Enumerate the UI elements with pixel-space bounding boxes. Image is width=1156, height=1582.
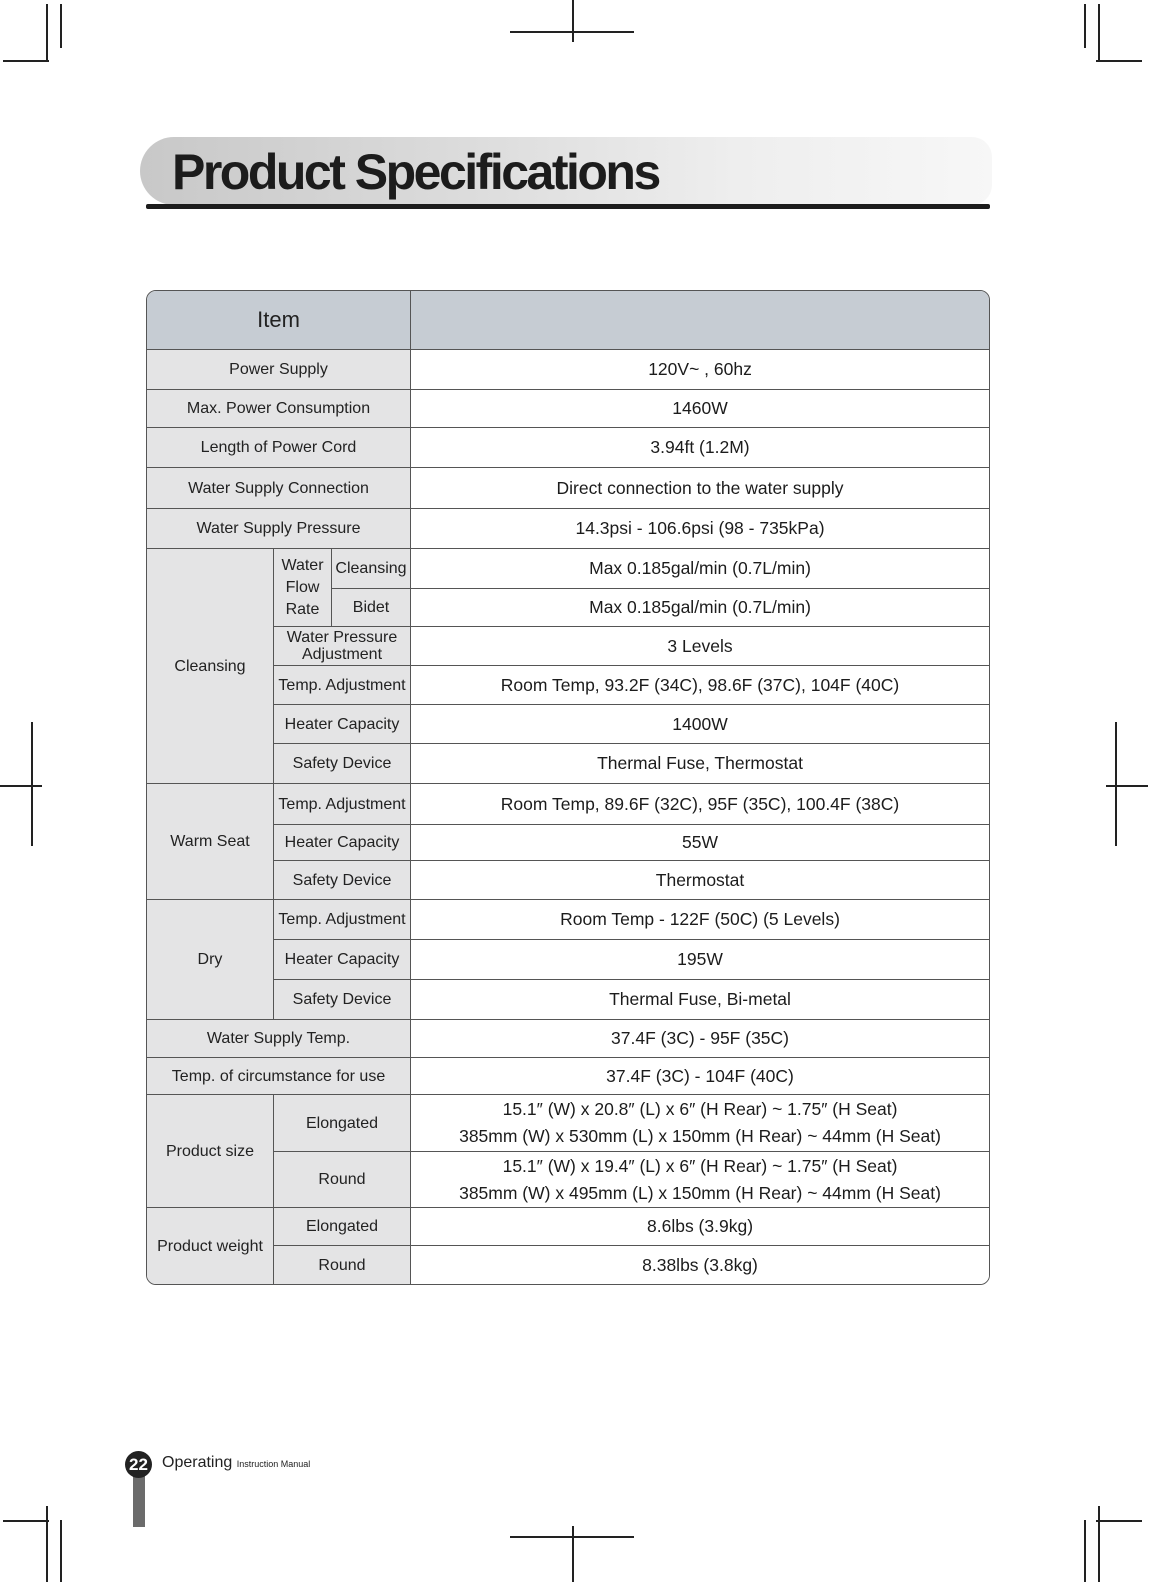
- table-row: [147, 1246, 989, 1284]
- table-header-row: [147, 291, 989, 350]
- water-temp-value: 37.4F (3C) - 95F (35C): [411, 1020, 989, 1058]
- dry-heater-label: Heater Capacity: [274, 940, 411, 980]
- dry-temp-label: Temp. Adjustment: [274, 900, 411, 940]
- table-row: [147, 627, 989, 666]
- dry-heater-value: 195W: [411, 940, 989, 980]
- table-row: [147, 390, 989, 428]
- circumstance-temp-value: 37.4F (3C) - 104F (40C): [411, 1058, 989, 1095]
- table-row: [147, 784, 989, 825]
- cord-length-label: Length of Power Cord: [147, 428, 411, 468]
- crop-mark: [1098, 1506, 1100, 1582]
- dry-group-label: Dry: [147, 900, 274, 1020]
- crop-mark: [1106, 785, 1148, 787]
- cleansing-temp-value: Room Temp, 93.2F (34C), 98.6F (37C), 104F (40C): [411, 666, 989, 705]
- page-number: 22: [125, 1451, 152, 1478]
- warm-seat-temp-label: Temp. Adjustment: [274, 784, 411, 825]
- flow-bidet-label: Bidet: [332, 589, 411, 627]
- dry-temp-value: Room Temp - 122F (50C) (5 Levels): [411, 900, 989, 940]
- footer-small-text: Instruction Manual: [236, 1459, 311, 1469]
- warm-seat-heater-value: 55W: [411, 825, 989, 861]
- table-row: [147, 744, 989, 784]
- crop-mark: [572, 0, 574, 42]
- footer-label: [162, 1454, 310, 1472]
- pressure-adjustment-label: Water Pressure Adjustment: [274, 627, 411, 666]
- footer-bar: [133, 1475, 145, 1527]
- size-round-inches: 15.1″ (W) x 19.4″ (L) x 6″ (H Rear) ~ 1.75″ (H Seat): [502, 1155, 898, 1176]
- crop-mark: [31, 722, 33, 846]
- weight-round-label: Round: [274, 1246, 411, 1284]
- size-elongated-label: Elongated: [274, 1095, 411, 1152]
- crop-mark: [46, 1506, 48, 1582]
- size-elongated-inches: 15.1″ (W) x 20.8″ (L) x 6″ (H Rear) ~ 1.75″ (H Seat): [502, 1099, 898, 1119]
- water-flow-rate-label: Water Flow Rate: [274, 549, 332, 627]
- table-row: [147, 549, 989, 589]
- weight-elongated-label: Elongated: [274, 1208, 411, 1246]
- warm-seat-group-label: Warm Seat: [147, 784, 274, 900]
- table-row: [147, 428, 989, 468]
- power-supply-label: Power Supply: [147, 350, 411, 390]
- water-connection-value: Direct connection to the water supply: [411, 468, 989, 509]
- crop-mark: [60, 4, 62, 48]
- table-row: [147, 1152, 989, 1208]
- title-underline: [146, 204, 990, 209]
- water-temp-label: Water Supply Temp.: [147, 1020, 411, 1058]
- weight-round-value: 8.38lbs (3.8kg): [411, 1246, 989, 1284]
- cleansing-temp-label: Temp. Adjustment: [274, 666, 411, 705]
- table-row: [147, 666, 989, 705]
- warm-seat-safety-value: Thermostat: [411, 861, 989, 900]
- table-row: [147, 900, 989, 940]
- crop-mark: [1098, 4, 1100, 62]
- weight-elongated-value: 8.6lbs (3.9kg): [411, 1208, 989, 1246]
- size-round-value: [411, 1152, 989, 1208]
- table-row: [147, 1058, 989, 1095]
- crop-mark: [46, 4, 48, 62]
- dry-safety-value: Thermal Fuse, Bi-metal: [411, 980, 989, 1020]
- table-row: [147, 468, 989, 509]
- warm-seat-heater-label: Heater Capacity: [274, 825, 411, 861]
- flow-cleansing-label: Cleansing: [332, 549, 411, 589]
- table-row: [147, 1208, 989, 1246]
- size-elongated-value: [411, 1095, 989, 1152]
- crop-mark: [0, 785, 42, 787]
- table-row: [147, 509, 989, 549]
- table-row: [147, 825, 989, 861]
- table-row: [147, 1095, 989, 1152]
- water-pressure-value: 14.3psi - 106.6psi (98 - 735kPa): [411, 509, 989, 549]
- warm-seat-safety-label: Safety Device: [274, 861, 411, 900]
- cleansing-heater-label: Heater Capacity: [274, 705, 411, 744]
- item-header: Item: [147, 291, 411, 350]
- table-row: [147, 940, 989, 980]
- crop-mark: [1096, 1520, 1142, 1522]
- table-row: [147, 350, 989, 390]
- circumstance-temp-label: Temp. of circumstance for use: [147, 1058, 411, 1095]
- flow-cleansing-value: Max 0.185gal/min (0.7L/min): [411, 549, 989, 589]
- size-round-mm: 385mm (W) x 495mm (L) x 150mm (H Rear) ~ 44mm (H Seat): [459, 1182, 941, 1203]
- cord-length-value: 3.94ft (1.2M): [411, 428, 989, 468]
- size-round-label: Round: [274, 1152, 411, 1208]
- crop-mark: [1084, 4, 1086, 48]
- cleansing-heater-value: 1400W: [411, 705, 989, 744]
- cleansing-safety-value: Thermal Fuse, Thermostat: [411, 744, 989, 784]
- product-weight-group-label: Product weight: [147, 1208, 274, 1284]
- pressure-adjustment-value: 3 Levels: [411, 627, 989, 666]
- crop-mark: [1084, 1520, 1086, 1582]
- crop-mark: [1096, 60, 1142, 62]
- spec-table: [146, 290, 990, 1285]
- max-power-value: 1460W: [411, 390, 989, 428]
- crop-mark: [60, 1520, 62, 1582]
- table-row: [147, 861, 989, 900]
- table-row: [147, 1020, 989, 1058]
- cleansing-group-label: Cleansing: [147, 549, 274, 784]
- max-power-label: Max. Power Consumption: [147, 390, 411, 428]
- crop-mark: [572, 1526, 574, 1582]
- footer-main-text: Operating: [162, 1454, 233, 1471]
- value-header: [411, 291, 989, 350]
- flow-bidet-value: Max 0.185gal/min (0.7L/min): [411, 589, 989, 627]
- crop-mark: [3, 1520, 49, 1522]
- power-supply-value: 120V~ , 60hz: [411, 350, 989, 390]
- table-row: [147, 705, 989, 744]
- cleansing-safety-label: Safety Device: [274, 744, 411, 784]
- crop-mark: [1115, 722, 1117, 846]
- water-pressure-label: Water Supply Pressure: [147, 509, 411, 549]
- size-elongated-mm: 385mm (W) x 530mm (L) x 150mm (H Rear) ~ 44mm (H Seat): [459, 1126, 941, 1146]
- dry-safety-label: Safety Device: [274, 980, 411, 1020]
- page-title: Product Specifications: [172, 144, 659, 200]
- warm-seat-temp-value: Room Temp, 89.6F (32C), 95F (35C), 100.4F (38C): [411, 784, 989, 825]
- product-size-group-label: Product size: [147, 1095, 274, 1208]
- water-connection-label: Water Supply Connection: [147, 468, 411, 509]
- crop-mark: [3, 60, 49, 62]
- table-row: [147, 980, 989, 1020]
